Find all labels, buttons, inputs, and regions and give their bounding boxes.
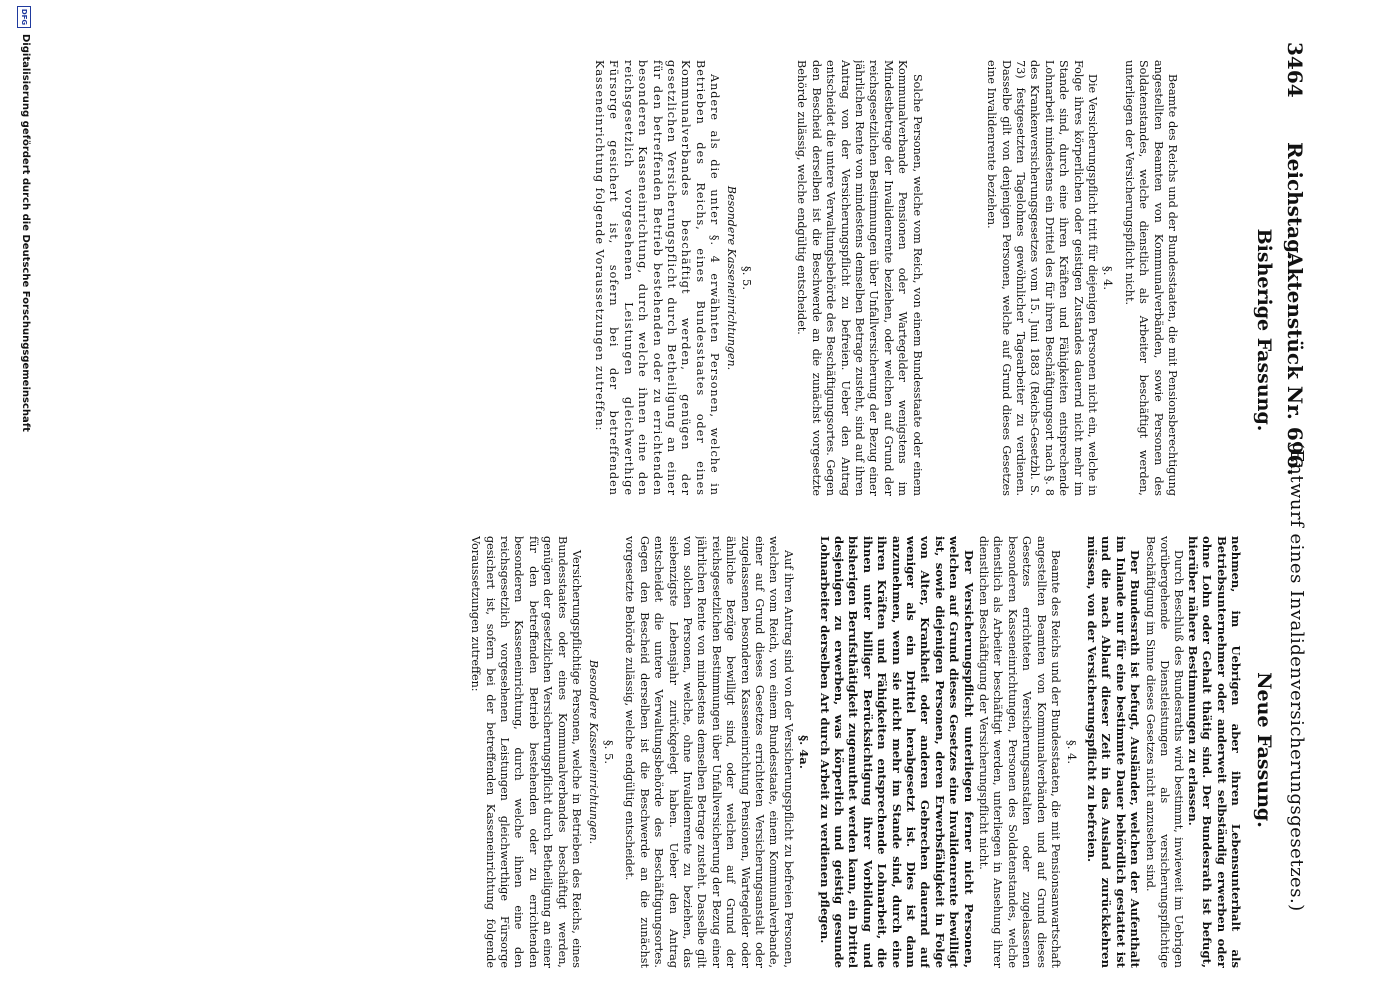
left-column-title: Bisherige Fassung. — [1253, 228, 1275, 432]
right-para4-text-2: Der Versicherungspflicht unterliegen ferner nicht Personen, welchen auf Grund dieses Gesetzes eine Invalidenrente bewilligt ist, sowie diejenigen Personen, deren Erwerbsfähigkeit in Folge von Alter, Krankheit oder anderen Gebrechen dauernd auf weniger als ein Drittel herabgesetzt ist. Dies ist dann anzunehmen, wenn sie nicht mehr im Stande sind, durch eine ihren Kräften und Fähigkeiten entsprechende Lohnarbeit, die ihnen unter billiger Berücksichtigung ihrer Vorbildung und bisherigen Berufsthätigkeit zugemuthet werden kann, ein Drittel desjenigen zu erwerben, was körperlich und geistig gesunde Lohnarbeiter derselben Art durch Arbeit zu verdienen pflegen. — [817, 536, 976, 968]
right-para4-text-1: Beamte des Reichs und der Bundesstaaten, die mit Pensionsanwartschaft angestellten Beamten von Kommunalverbänden und auf Grund dieses Gesetzes errichteten Versicherungsanstalten oder zugelassenen besonderen Kasseneinrichtungen, Personen des Soldatenstandes, welche dienstlich als Arbeiter beschäftigt werden, unterliegen in Ansehung ihrer dienstlichen Beschäftigung der Versicherungspflicht nicht. — [977, 536, 1063, 968]
left-para4-text-2: Solche Personen, welche vom Reich, von einem Bundesstaate oder einem Kommunalverbande Pensionen oder Wartegelder wenigstens im Mindestbetrage der Invalidenrente beziehen, oder welchen auf Grund der reichsgesetzlichen Bestimmungen über Unfallversicherung der Bezug einer jährlichen Rente von mindestens demselben Betrage zusteht, sind auf ihren Antrag von der Versicherungspflicht zu befreien. Ueber den Antrag entscheidet die untere Verwaltungsbehörde des Beschäftigungsortes. Gegen den Bescheid derselben ist die Beschwerde an die zunächst vorgesetzte Behörde zulässig, welche endgültig entscheidet. — [795, 60, 924, 496]
left-para5-subheading: Besondere Kasseneinrichtungen. — [724, 185, 738, 371]
left-intro-paragraph: Beamte des Reichs und der Bundesstaaten, die mit Pensionsberechtigung angestellten Beamten von Kommunalverbänden, sowie Personen des Soldatenstandes, welche dienstlich als Arbeiter beschäftigt werden, unterliegen der Versicherungspflicht nicht. — [1122, 60, 1179, 496]
right-paragraph-3: Der Bundesrath ist befugt, Ausländer, welchen der Aufenthalt im Inlande nur für eine bestimmte Dauer behördlich gestattet ist und die nach Ablauf dieser Zeit in das Ausland zurückkehren müssen, von der Versicherungspflicht zu befreien. — [1084, 536, 1143, 968]
left-column — [25, 60, 1243, 496]
right-top-bold-text: nehmen, im Uebrigen aber ihren Lebensunterhalt als Betriebsunternehmer oder anderweit selbständig erwerben oder ohne Lohn oder Gehalt thätig sind. Der Bundesrath ist befugt, hierüber nähere Bestimmungen zu erlassen. — [1185, 536, 1243, 968]
page-number: 3464 — [1283, 42, 1307, 98]
right-para4a-text: Auf ihren Antrag sind von der Versicherungspflicht zu befreien Personen, welchen vom Reich, von einem Bundesstaate, einem Kommunalverbande, einer auf Grund dieses Gesetzes errichteten Versicherungsanstalt oder zugelassenen besonderen Kasseneinrichtung Pensionen, Wartegelder oder ähnliche Bezüge bewilligt sind, oder welchen auf Grund der reichsgesetzlichen Bestimmungen über Unfallversicherung der Bezug einer jährlichen Rente von mindestens demselben Betrage zusteht. Dasselbe gilt von solchen Personen, welche, ohne Invalidenrente zu beziehen, das siebenzigste Lebensjahr zurückgelegt haben. Ueber den Antrag entscheidet die untere Verwaltungsbehörde des Beschäftigungsortes. Gegen den Bescheid derselben ist die Beschwerde an die zunächst vorgesetzte Behörde zulässig, welche endgültig entscheidet. — [623, 536, 795, 968]
right-para4-heading: §. 4. — [1064, 739, 1079, 765]
footer-note-text: Digitalisierung gefördert durch die Deutsche Forschungsgemeinschaft — [20, 34, 31, 432]
right-column-title: Neue Fassung. — [1253, 672, 1275, 828]
left-para5-heading: §. 5. — [740, 265, 755, 291]
right-para5-subheading: Besondere Kasseneinrichtungen. — [586, 659, 600, 845]
right-para5-text-1: Versicherungspflichtige Personen, welche in Betrieben des Reichs, eines Bundesstaates oder eines Kommunalverbandes beschäftigt werden, genügen der gesetzlichen Versicherungspflicht durch Betheiligung an einer für den betreffenden Betrieb bestehenden oder zu errichtenden besonderen Kasseneinrichtung, durch welche ihnen eine den reichsgesetzlich vorgesehenen Leistungen gleichwerthige Fürsorge gesichert ist, sofern bei der betreffenden Kasseneinrichtung folgende Voraussetzungen zutreffen: — [469, 536, 584, 968]
left-para4-heading: §. 4. — [1101, 265, 1116, 291]
header-document-number: Aktenstück Nr. 696. — [1283, 252, 1307, 476]
dfg-logo-icon: DFG — [17, 6, 31, 28]
header-subtitle: (Entwurf eines Invalidenversicherungsgesetzes.) — [1286, 442, 1307, 912]
right-paragraph-2: Durch Beschluß des Bundesraths wird bestimmt, inwieweit im Uebrigen vorübergehende Dienstleistungen als versicherungspflichtige Beschäftigung im Sinne dieses Gesetzes nicht anzusehen sind. — [1143, 536, 1186, 968]
right-column — [25, 536, 1243, 968]
right-para5-heading: §. 5. — [601, 739, 616, 765]
page-header — [1277, 42, 1307, 962]
left-para5-text-1: Andere als die unter §. 4 erwähnten Personen, welche in Betrieben des Reichs, eines Bundesstaates oder eines Kommunalverbandes beschäftigt werden, genügen der gesetzlichen Versicherungspflicht durch Betheiligung an einer für den betreffenden Betrieb bestehenden oder zu errichtenden besonderen Kasseneinrichtung, durch welche ihnen eine den reichsgesetzlich vorgesehenen Leistungen gleichwerthige Fürsorge gesichert ist, sofern bei der betreffenden Kasseneinrichtung folgende Voraussetzungen zutreffen: — [593, 60, 722, 496]
left-para4-text-1: Die Versicherungspflicht tritt für diejenigen Personen nicht ein, welche in Folge ihres körperlichen oder geistigen Zustandes dauernd nicht mehr im Stande sind, durch eine ihren Kräften und Fähigkeiten entsprechende Lohnarbeit mindestens ein Drittel des für ihren Beschäftigungsort nach §. 8 des Krankenversicherungsgesetzes vom 15. Juni 1883 (Reichs-Gesetzbl. S. 73) festgesetzten Tagelohnes gewöhnlicher Tagearbeiter zu verdienen. Dasselbe gilt von denjenigen Personen, welche auf Grund dieses Gesetzes eine Invalidenrente beziehen. — [985, 60, 1099, 496]
digitization-footer — [9, 0, 31, 1000]
right-para4a-heading: §. 4a. — [797, 735, 812, 769]
header-reichstag: Reichstag. — [1283, 142, 1307, 261]
